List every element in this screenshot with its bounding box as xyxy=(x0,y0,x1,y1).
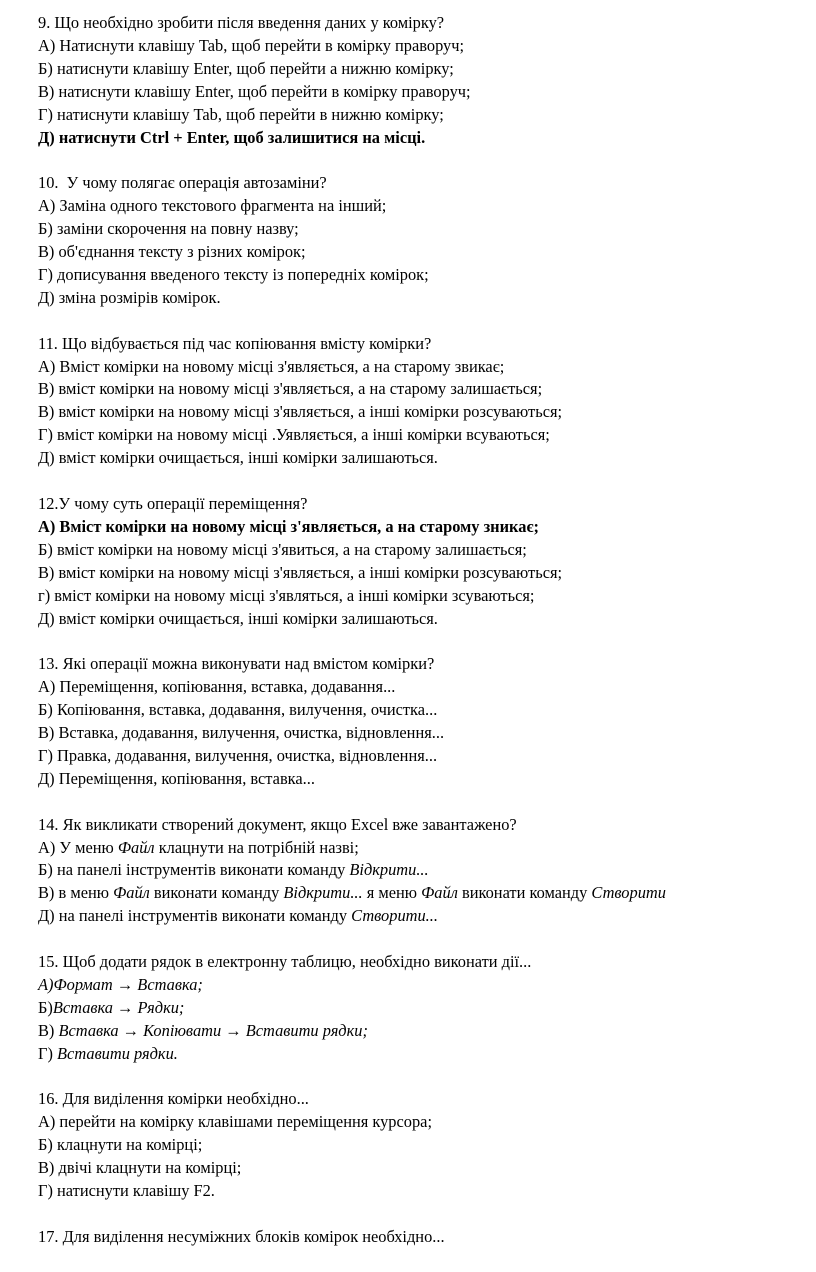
answer-option xyxy=(38,447,808,470)
text-segment: Д) зміна розмірів комірок. xyxy=(38,287,221,307)
text-segment: 9. Що необхідно зробити після введення даних у комірку? xyxy=(38,13,445,32)
italic-term: Вставка → Копіювати → Вставити рядки; xyxy=(58,1020,368,1040)
text-segment: В) вміст комірки на новому місці з'являється, а інші комірки розсуваються; xyxy=(38,562,563,582)
italic-term: Створити... xyxy=(351,906,438,926)
text-segment: Г) натиснути клавішу F2. xyxy=(38,1181,215,1201)
text-segment: В) вміст комірки на новому місці з'являється, а інші комірки розсуваються; xyxy=(38,402,563,422)
text-segment: 11. Що відбувається під час копіювання вмісту комірки? xyxy=(38,333,432,353)
answer-option xyxy=(38,1020,808,1043)
answer-option xyxy=(38,264,808,287)
document-page xyxy=(38,12,808,1272)
answer-option xyxy=(38,104,808,127)
text-segment: В) Вставка, додавання, вилучення, очистка, відновлення... xyxy=(38,723,445,743)
text-segment: В) об'єднання тексту з різних комірок; xyxy=(38,242,306,262)
answer-option xyxy=(38,516,808,539)
text-segment: 17. Для виділення несуміжних блоків комірок необхідно... xyxy=(38,1226,445,1246)
question-block xyxy=(38,1088,808,1203)
answer-option xyxy=(38,127,808,150)
answer-option xyxy=(38,378,808,401)
text-segment: А) У меню xyxy=(38,837,118,857)
answer-option xyxy=(38,81,808,104)
text-segment: Г) вміст комірки на новому місці .Уявляється, а інші комірки всуваються; xyxy=(38,425,550,445)
answer-option xyxy=(38,837,808,860)
text-segment: А) Переміщення, копіювання, вставка, додавання... xyxy=(38,677,396,697)
answer-option xyxy=(38,699,808,722)
question-block xyxy=(38,333,808,470)
italic-term: Вставити рядки. xyxy=(57,1043,178,1063)
question-text xyxy=(38,1226,808,1249)
answer-option xyxy=(38,974,808,997)
answer-option xyxy=(38,608,808,631)
text-segment: А) Вміст комірки на новому місці з'являється, а на старому звикає; xyxy=(38,356,505,376)
italic-term: Відкрити... xyxy=(349,860,429,880)
text-segment: В) вміст комірки на новому місці з'являється, а на старому залишається; xyxy=(38,379,543,399)
question-text xyxy=(38,814,808,837)
text-segment: Д) вміст комірки очищається, інші комірки залишаються. xyxy=(38,608,438,628)
question-block xyxy=(38,1226,808,1249)
answer-option xyxy=(38,356,808,379)
text-segment: Д) вміст комірки очищається, інші комірки залишаються. xyxy=(38,448,438,468)
question-text xyxy=(38,1088,808,1111)
answer-option xyxy=(38,882,808,905)
text-segment: 13. Які операції можна виконувати над вмістом комірки? xyxy=(38,654,435,674)
text-segment: Б) натиснути клавішу Enter, щоб перейти а нижню комірку; xyxy=(38,58,454,78)
text-segment: Д) натиснути Ctrl + Enter, щоб залишитися на місці. xyxy=(38,127,426,147)
answer-option xyxy=(38,1043,808,1066)
answer-option xyxy=(38,722,808,745)
question-block xyxy=(38,493,808,630)
text-segment: Б) xyxy=(38,997,53,1017)
italic-term: А)Формат → Вставка; xyxy=(38,974,203,994)
question-text xyxy=(38,951,808,974)
text-segment: 14. Як викликати створений документ, якщо Excel вже завантажено? xyxy=(38,814,517,834)
text-segment: я меню xyxy=(362,883,422,903)
text-segment: 15. Щоб додати рядок в електронну таблицю, необхідно виконати дії... xyxy=(38,952,532,972)
question-text xyxy=(38,493,808,516)
question-text xyxy=(38,333,808,356)
answer-option xyxy=(38,401,808,424)
answer-option xyxy=(38,585,808,608)
text-segment: В) двічі клацнути на комірці; xyxy=(38,1158,242,1178)
answer-option xyxy=(38,905,808,928)
text-segment: Б) заміни скорочення на повну назву; xyxy=(38,219,299,239)
text-segment: Г) xyxy=(38,1043,58,1063)
text-segment: 12.У чому суть операції переміщення? xyxy=(38,493,308,513)
text-segment: В) xyxy=(38,1020,59,1040)
text-segment: Д) на панелі інструментів виконати команду xyxy=(38,906,352,926)
answer-option xyxy=(38,287,808,310)
answer-option xyxy=(38,768,808,791)
text-segment: Г) натиснути клавішу Tab, щоб перейти в нижню комірку; xyxy=(38,104,444,124)
italic-term: Файл xyxy=(421,883,458,903)
question-text xyxy=(38,653,808,676)
question-block xyxy=(38,172,808,309)
answer-option xyxy=(38,35,808,58)
answer-option xyxy=(38,1111,808,1134)
text-segment: виконати команду xyxy=(149,883,284,903)
text-segment: В) натиснути клавішу Enter, щоб перейти в комірку праворуч; xyxy=(38,81,471,101)
answer-option xyxy=(38,539,808,562)
text-segment: А) Натиснути клавішу Tab, щоб перейти в комірку праворуч; xyxy=(38,35,465,55)
text-segment: г) вміст комірки на новому місці з'являться, а інші комірки зсуваються; xyxy=(38,585,535,605)
text-segment: Б) на панелі інструментів виконати команду xyxy=(38,860,350,880)
text-segment: 16. Для виділення комірки необхідно... xyxy=(38,1089,309,1109)
text-segment: А) Заміна одного текстового фрагмента на інший; xyxy=(38,196,387,216)
question-block xyxy=(38,814,808,929)
answer-option xyxy=(38,241,808,264)
answer-option xyxy=(38,1180,808,1203)
text-segment: 10. У чому полягає операція автозаміни? xyxy=(38,173,327,193)
answer-option xyxy=(38,859,808,882)
text-segment: А) перейти на комірку клавішами переміщення курсора; xyxy=(38,1112,432,1132)
answer-option xyxy=(38,195,808,218)
italic-term: Вставка → Рядки; xyxy=(52,997,185,1017)
answer-option xyxy=(38,58,808,81)
question-block xyxy=(38,12,808,149)
question-text xyxy=(38,172,808,195)
answer-option xyxy=(38,997,808,1020)
italic-term: Файл xyxy=(117,837,155,857)
italic-term: Файл xyxy=(113,883,150,903)
italic-term: Створити xyxy=(591,883,666,903)
text-segment: А) Вміст комірки на новому місці з'являється, а на старому зникає; xyxy=(38,516,539,536)
text-segment: клацнути на потрібній назві; xyxy=(154,837,359,857)
italic-term: Відкрити... xyxy=(283,883,363,903)
answer-option xyxy=(38,1134,808,1157)
answer-option xyxy=(38,745,808,768)
answer-option xyxy=(38,218,808,241)
question-block xyxy=(38,951,808,1066)
question-text xyxy=(38,12,808,35)
text-segment: Г) дописування введеного тексту із попередніх комірок; xyxy=(38,264,429,284)
text-segment: Г) Правка, додавання, вилучення, очистка, відновлення... xyxy=(38,745,438,765)
answer-option xyxy=(38,562,808,585)
text-segment: виконати команду xyxy=(457,883,592,903)
text-segment: В) в меню xyxy=(38,883,114,903)
answer-option xyxy=(38,1157,808,1180)
question-block xyxy=(38,653,808,790)
text-segment: Б) клацнути на комірці; xyxy=(38,1135,203,1155)
text-segment: Б) Копіювання, вставка, додавання, вилучення, очистка... xyxy=(38,700,438,720)
answer-option xyxy=(38,676,808,699)
text-segment: Б) вміст комірки на новому місці з'явиться, а на старому залишається; xyxy=(38,539,527,559)
answer-option xyxy=(38,424,808,447)
text-segment: Д) Переміщення, копіювання, вставка... xyxy=(38,768,315,788)
